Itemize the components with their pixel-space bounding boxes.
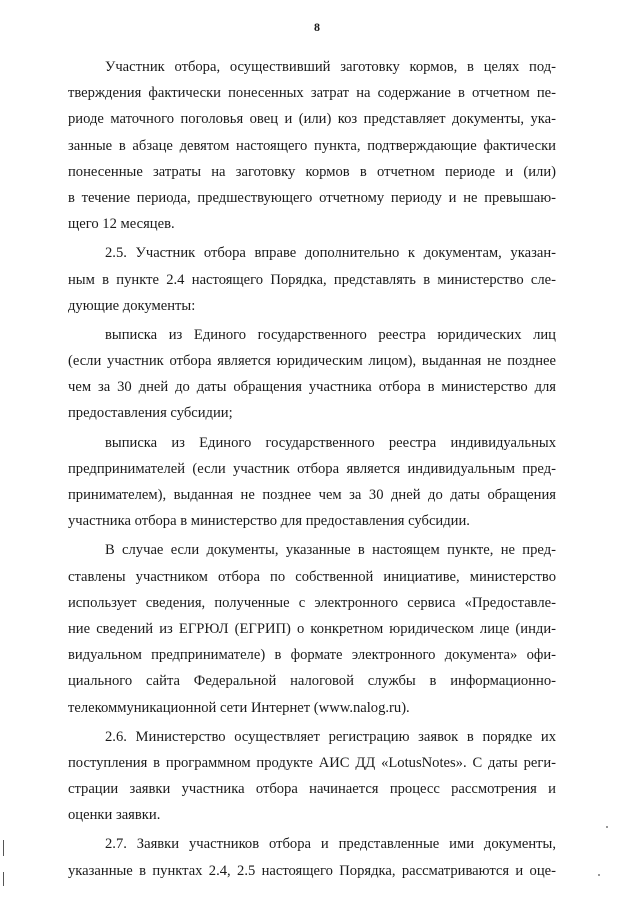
- page-number: 8: [314, 20, 320, 34]
- text-line: чем за 30 дней до даты обращения участника отбора в министерство для: [68, 379, 556, 396]
- text-line: предоставления субсидии;: [68, 405, 233, 422]
- text-line: выписка из Единого государственного реестра юридических лиц: [105, 326, 556, 343]
- text-line: понесенные затраты на заготовку кормов в отчетном периоде и (или): [68, 163, 556, 180]
- text-line: ние сведений из ЕГРЮЛ (ЕГРИП) о конкретном юридическом лице (инди-: [68, 620, 556, 637]
- text-line: Участник отбора, осуществивший заготовку кормов, в целях под-: [105, 59, 556, 75]
- text-line: страции заявки участника отбора начинается процесс рассмотрения и: [68, 781, 556, 798]
- text-line: ным в пункте 2.4 настоящего Порядка, представлять в министерство сле-: [68, 271, 556, 288]
- text-line: участника отбора в министерство для предоставления субсидии.: [68, 513, 470, 530]
- text-line: предпринимателей (если участник отбора является индивидуальным пред-: [68, 460, 556, 477]
- text-line: использует сведения, полученные с электронного сервиса «Предоставле-: [68, 594, 556, 611]
- text-line: (если участник отбора является юридическим лицом), выданная не позднее: [68, 353, 556, 370]
- text-line: видуальном предпринимателе) в формате электронного документа» офи-: [68, 647, 556, 664]
- document-body: [68, 54, 556, 884]
- scan-artifact: [598, 874, 600, 876]
- scan-artifact: [606, 826, 608, 828]
- scan-artifact: [3, 840, 4, 856]
- text-line: оценки заявки.: [68, 807, 161, 824]
- text-line: выписка из Единого государственного реестра индивидуальных: [105, 434, 556, 451]
- text-line: риоде маточного поголовья овец и (или) коз представляет документы, ука-: [68, 111, 556, 128]
- scan-artifact: [3, 872, 4, 886]
- text-line: ставлены участником отбора по собственной инициативе, министерство: [68, 568, 556, 585]
- text-line: 2.6. Министерство осуществляет регистрацию заявок в порядке их: [105, 728, 556, 745]
- text-line: В случае если документы, указанные в настоящем пункте, не пред-: [105, 542, 556, 559]
- text-line: циального сайта Федеральной налоговой службы в информационно-: [68, 673, 556, 690]
- text-line: в течение периода, предшествующего отчетному периоду и не превышаю-: [68, 189, 556, 206]
- text-line: указанные в пунктах 2.4, 2.5 настоящего Порядка, рассматриваются и оце-: [68, 862, 556, 879]
- text-line: 2.5. Участник отбора вправе дополнительно к документам, указан-: [105, 245, 556, 262]
- text-line: поступления в программном продукте АИС ДД «LotusNotes». С даты реги-: [68, 754, 556, 771]
- text-line: тверждения фактически понесенных затрат на содержание в отчетном пе-: [68, 85, 556, 102]
- text-line: щего 12 месяцев.: [68, 216, 175, 233]
- text-line: дующие документы:: [68, 297, 196, 314]
- text-line: телекоммуникационной сети Интернет (www.nalog.ru).: [68, 699, 410, 716]
- text-line: принимателем), выданная не позднее чем за 30 дней до даты обращения: [68, 487, 556, 503]
- text-line: занные в абзаце девятом настоящего пункта, подтверждающие фактически: [68, 137, 556, 154]
- text-line: 2.7. Заявки участников отбора и представленные ими документы,: [105, 836, 556, 853]
